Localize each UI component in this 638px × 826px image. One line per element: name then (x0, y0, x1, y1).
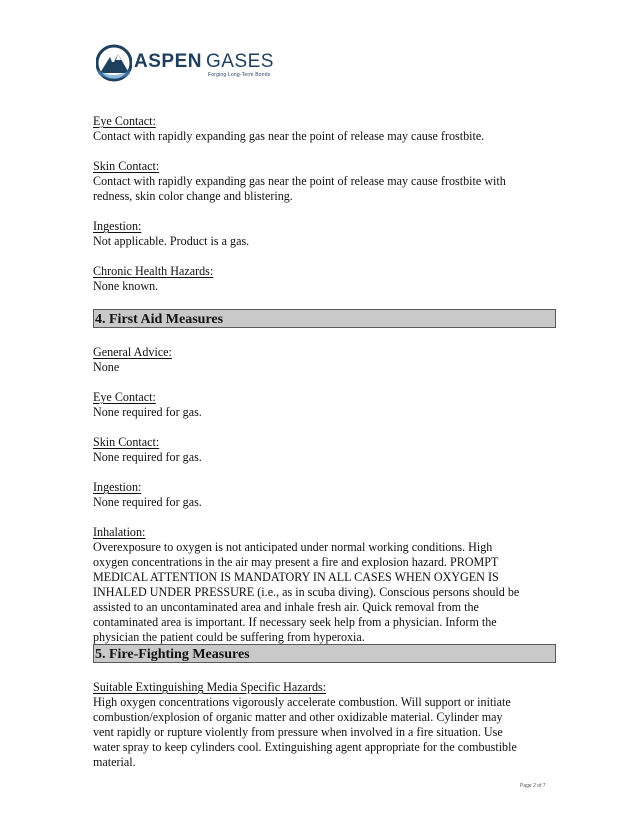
logo-aspen-text: ASPEN (134, 51, 202, 72)
body-text-line: redness, skin color change and blistering. (93, 189, 293, 203)
subsection-block (93, 680, 553, 770)
body-text-line: Contact with rapidly expanding gas near the point of release may cause frostbite. (93, 129, 485, 143)
subsection-label: Eye Contact: (93, 114, 156, 128)
body-text-line: material. (93, 755, 136, 769)
document-body (93, 114, 553, 770)
subsection-block (93, 159, 553, 204)
section-3-continued (93, 114, 553, 294)
subsection-block (93, 390, 553, 420)
subsection-label: Suitable Extinguishing Media Specific Hazards: (93, 680, 327, 694)
section-4-body (93, 345, 553, 645)
subsection-label: Ingestion: (93, 480, 142, 494)
logo-gases-text: GASES (206, 51, 274, 72)
subsection-block (93, 219, 553, 249)
body-text-line: Not applicable. Product is a gas. (93, 234, 250, 248)
body-text-line: None required for gas. (93, 450, 202, 464)
body-text-line: None known. (93, 279, 159, 293)
subsection-label: General Advice: (93, 345, 172, 359)
page-number: Page 2 of 7 (520, 783, 546, 789)
subsection-block (93, 525, 553, 645)
section-5-body (93, 680, 553, 770)
body-text-line: contaminated area is important. If necessary seek help from a physician. Inform the (93, 615, 497, 629)
body-text-line: High oxygen concentrations vigorously accelerate combustion. Will support or initiate (93, 695, 511, 709)
section-5-header: 5. Fire-Fighting Measures (93, 644, 556, 663)
section-4-header: 4. First Aid Measures (93, 309, 556, 328)
logo-tagline: Forging Long-Term Bonds (208, 72, 271, 78)
body-text-line: combustion/explosion of organic matter and other oxidizable material. Cylinder may (93, 710, 503, 724)
subsection-label: Skin Contact: (93, 159, 160, 173)
body-text-line: physician the patient could be suffering from hyperoxia. (93, 630, 365, 644)
subsection-block (93, 345, 553, 375)
subsection-block (93, 480, 553, 510)
body-text-line: assisted to an uncontaminated area and inhale fresh air. Quick removal from the (93, 600, 479, 614)
body-text-line: INHALED UNDER PRESSURE (i.e., as in scuba diving). Conscious persons should be (93, 585, 520, 599)
body-text-line: None (93, 360, 120, 374)
subsection-label: Chronic Health Hazards: (93, 264, 214, 278)
subsection-label: Eye Contact: (93, 390, 156, 404)
body-text-line: oxygen concentrations in the air may present a fire and explosion hazard. PROMPT (93, 555, 499, 569)
subsection-label: Inhalation: (93, 525, 146, 539)
subsection-label: Skin Contact: (93, 435, 160, 449)
body-text-line: None required for gas. (93, 405, 202, 419)
subsection-label: Ingestion: (93, 219, 142, 233)
body-text-line: Contact with rapidly expanding gas near the point of release may cause frostbite with (93, 174, 506, 188)
body-text-line: Overexposure to oxygen is not anticipated under normal working conditions. High (93, 540, 493, 554)
body-text-line: None required for gas. (93, 495, 202, 509)
subsection-block (93, 114, 553, 144)
body-text-line: MEDICAL ATTENTION IS MANDATORY IN ALL CASES WHEN OXYGEN IS (93, 570, 499, 584)
body-text-line: vent rapidly or rupture violently from pressure when involved in a fire situation. Use (93, 725, 503, 739)
aspen-gases-logo (96, 40, 276, 86)
body-text-line: water spray to keep cylinders cool. Extinguishing agent appropriate for the combustible (93, 740, 517, 754)
subsection-block (93, 264, 553, 294)
subsection-block (93, 435, 553, 465)
mountain-icon (96, 40, 132, 86)
